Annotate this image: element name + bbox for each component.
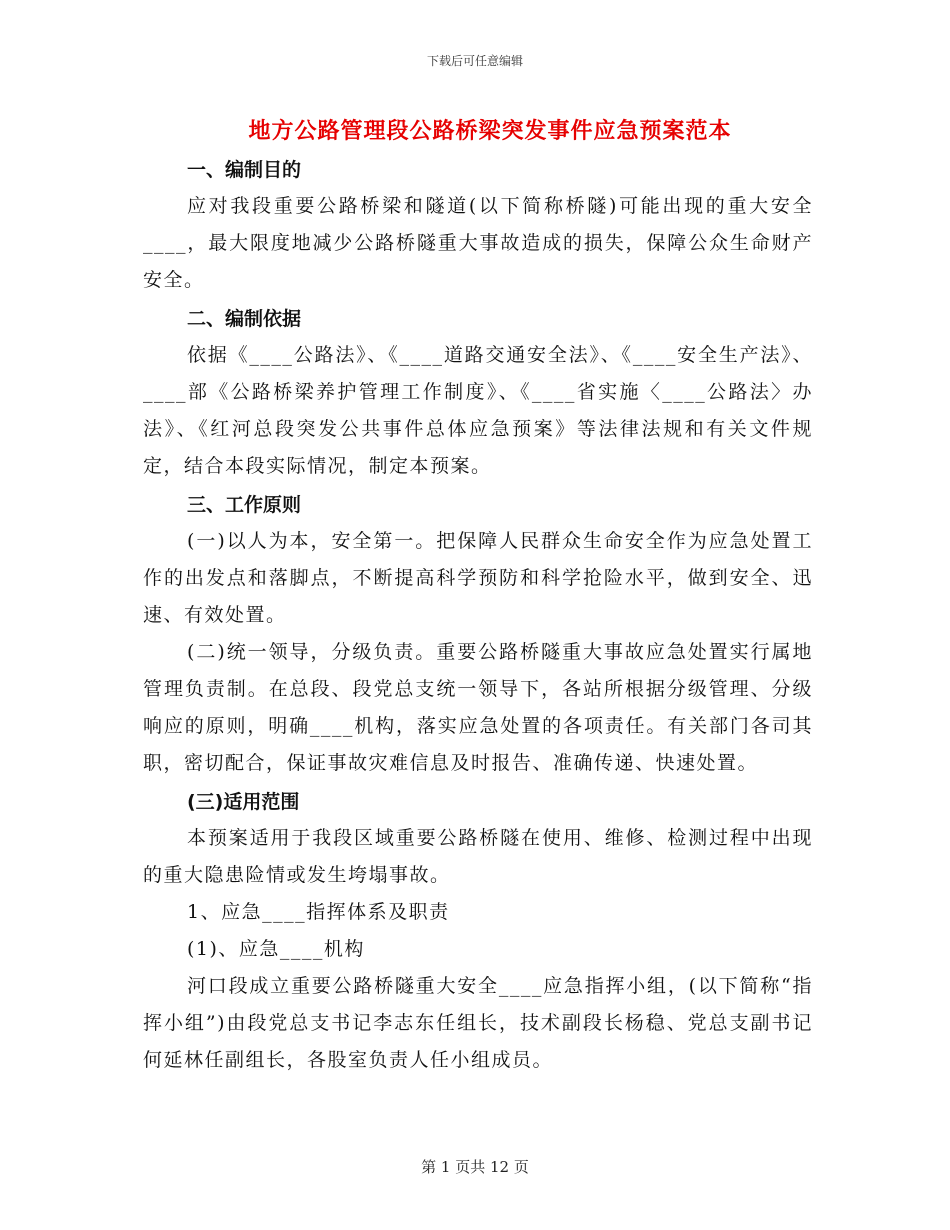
section-heading: 二、编制依据: [187, 308, 302, 330]
list-item: 1、应急____指挥体系及职责: [187, 901, 450, 923]
sub-heading: (三)适用范围: [187, 791, 300, 813]
section-heading: 一、编制目的: [187, 159, 302, 181]
paragraph: (一)以人为本，安全第一。把保障人民群众生命安全作为应急处置工作的出发点和落脚点，不断提高科学预防和科学抢险水平，做到安全、迅速、有效处置。: [143, 530, 813, 626]
page-footer: 第 1 页共 12 页: [421, 1158, 529, 1176]
paragraph: (二)统一领导，分级负责。重要公路桥隧重大事故应急处置实行属地管理负责制。在总段、段党总支统一领导下，各站所根据分级管理、分级响应的原则，明确____机构，落实应急处置的各项责任。有关部门各司其职，密切配合，保证事故灾难信息及时报告、准确传递、快速处置。: [143, 641, 813, 774]
paragraph: 依据《____公路法》、《____道路交通安全法》、《____安全生产法》、____部《公路桥梁养护管理工作制度》、《____省实施〈____公路法〉办法》、《红河总段突发公共事件总体应急预案》等法律法规和有关文件规定，结合本段实际情况，制定本预案。: [143, 344, 813, 477]
document-body: [143, 152, 813, 1079]
header-note: 下载后可任意编辑: [426, 54, 523, 68]
list-item: (1)、应急____机构: [187, 938, 365, 960]
section-heading: 三、工作原则: [187, 494, 302, 516]
document-title: 地方公路管理段公路桥梁突发事件应急预案范本: [248, 119, 732, 144]
paragraph: 河口段成立重要公路桥隧重大安全____应急指挥小组，(以下简称“指挥小组”)由段党总支书记李志东任组长，技术副段长杨稳、党总支副书记何延林任副组长，各股室负责人任小组成员。: [143, 975, 813, 1071]
paragraph: 应对我段重要公路桥梁和隧道(以下简称桥隧)可能出现的重大安全____，最大限度地减少公路桥隧重大事故造成的损失，保障公众生命财产安全。: [143, 195, 813, 291]
paragraph: 本预案适用于我段区域重要公路桥隧在使用、维修、检测过程中出现的重大隐患险情或发生垮塌事故。: [143, 827, 813, 886]
